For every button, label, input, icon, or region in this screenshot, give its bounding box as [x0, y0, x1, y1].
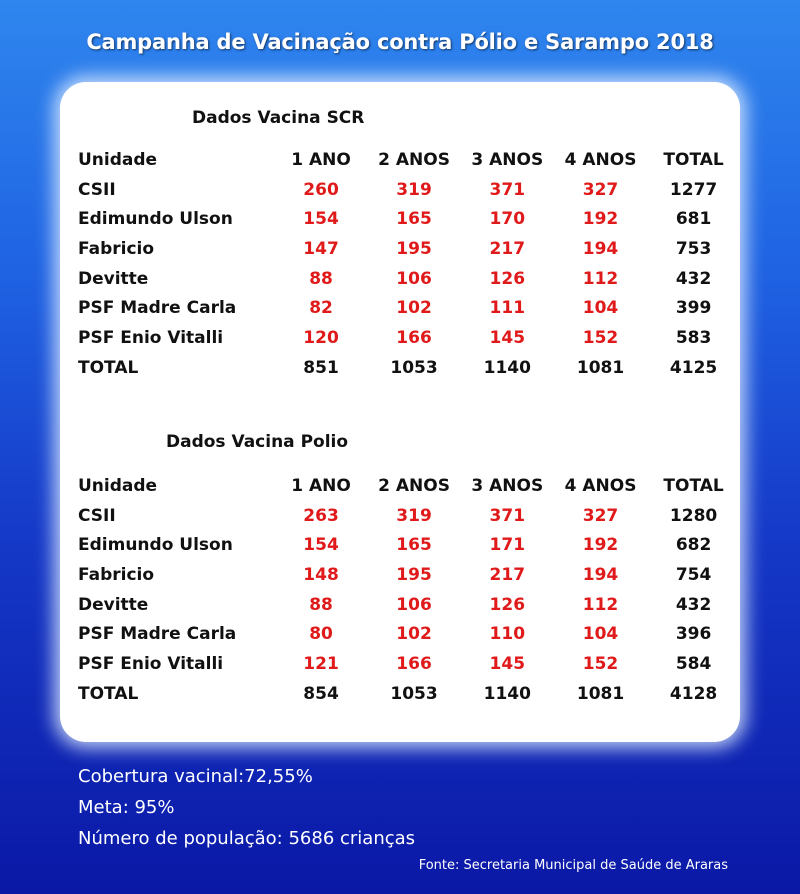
- value-cell: 371: [489, 179, 526, 200]
- value-cell: 110: [489, 624, 526, 645]
- total-cell: 432: [675, 268, 712, 289]
- value-cell: 854: [303, 683, 339, 704]
- value-cell: 1081: [576, 683, 625, 704]
- value-cell: 1140: [483, 357, 531, 378]
- value-cell: 260: [303, 179, 339, 200]
- table-row: [78, 501, 740, 531]
- unit-name-cell: Edimundo Ulson: [78, 209, 233, 230]
- coverage-text: Cobertura vacinal:72,55%: [78, 766, 313, 787]
- value-cell: 851: [303, 357, 339, 378]
- total-cell: 584: [675, 653, 712, 674]
- table-total-row: [78, 353, 740, 383]
- value-cell: 195: [396, 564, 432, 585]
- unit-name-cell: PSF Enio Vitalli: [78, 653, 224, 674]
- value-cell: 171: [489, 535, 526, 556]
- unit-name-cell: PSF Madre Carla: [78, 298, 237, 319]
- total-cell: 754: [675, 564, 712, 585]
- value-cell: 104: [582, 298, 619, 319]
- scr-table: [78, 145, 740, 383]
- polio-section-title: Dados Vacina Polio: [166, 432, 349, 452]
- value-cell: 152: [582, 327, 619, 348]
- value-cell: 104: [582, 624, 619, 645]
- table-row: [78, 293, 740, 323]
- value-cell: 88: [309, 594, 333, 615]
- column-header: TOTAL: [663, 475, 724, 496]
- value-cell: 165: [396, 535, 432, 556]
- unit-name-cell: TOTAL: [78, 357, 139, 378]
- value-cell: 165: [396, 209, 432, 230]
- column-header: 4 ANOS: [564, 149, 637, 170]
- value-cell: 82: [309, 298, 333, 319]
- value-cell: 1081: [576, 357, 625, 378]
- value-cell: 170: [489, 209, 526, 230]
- value-cell: 152: [582, 653, 619, 674]
- value-cell: 154: [303, 209, 339, 230]
- population-text: Número de população: 5686 crianças: [78, 828, 416, 849]
- total-cell: 4128: [669, 683, 718, 704]
- value-cell: 126: [489, 268, 526, 289]
- value-cell: 112: [582, 268, 619, 289]
- value-cell: 327: [582, 179, 619, 200]
- source-text: Fonte: Secretaria Municipal de Saúde de Araras: [418, 858, 728, 873]
- value-cell: 154: [303, 535, 339, 556]
- value-cell: 217: [489, 238, 526, 259]
- table-total-row: [78, 679, 740, 709]
- value-cell: 1140: [483, 683, 531, 704]
- value-cell: 319: [396, 505, 432, 526]
- value-cell: 1053: [390, 683, 438, 704]
- value-cell: 126: [489, 594, 526, 615]
- column-header: 4 ANOS: [564, 475, 637, 496]
- unit-name-cell: CSII: [78, 505, 116, 526]
- table-row: [78, 175, 740, 205]
- total-cell: 583: [675, 327, 712, 348]
- table-header-row: [78, 471, 740, 501]
- unit-name-cell: Fabricio: [78, 238, 155, 259]
- total-cell: 753: [675, 238, 712, 259]
- column-header: 1 ANO: [291, 149, 351, 170]
- table-row: [78, 560, 740, 590]
- value-cell: 121: [303, 653, 339, 674]
- table-row: [78, 204, 740, 234]
- value-cell: 106: [396, 594, 432, 615]
- value-cell: 147: [303, 238, 339, 259]
- column-header: 3 ANOS: [471, 475, 544, 496]
- scr-table-body: [78, 175, 740, 383]
- column-header: 3 ANOS: [471, 149, 544, 170]
- value-cell: 166: [396, 327, 432, 348]
- total-cell: 4125: [669, 357, 718, 378]
- total-cell: 432: [675, 594, 712, 615]
- value-cell: 111: [489, 298, 526, 319]
- unit-name-cell: Devitte: [78, 594, 149, 615]
- total-cell: 396: [675, 624, 712, 645]
- value-cell: 217: [489, 564, 526, 585]
- value-cell: 145: [489, 327, 526, 348]
- value-cell: 1053: [390, 357, 438, 378]
- value-cell: 194: [582, 238, 619, 259]
- total-cell: 681: [675, 209, 712, 230]
- value-cell: 327: [582, 505, 619, 526]
- value-cell: 80: [309, 624, 333, 645]
- unit-name-cell: CSII: [78, 179, 116, 200]
- value-cell: 145: [489, 653, 526, 674]
- value-cell: 192: [582, 209, 619, 230]
- value-cell: 112: [582, 594, 619, 615]
- polio-table: [78, 471, 740, 709]
- value-cell: 102: [396, 298, 432, 319]
- goal-text: Meta: 95%: [78, 797, 175, 818]
- scr-section-title: Dados Vacina SCR: [192, 108, 365, 128]
- value-cell: 195: [396, 238, 432, 259]
- unit-name-cell: Fabricio: [78, 564, 155, 585]
- column-header: 2 ANOS: [378, 149, 450, 170]
- unit-name-cell: PSF Madre Carla: [78, 624, 237, 645]
- polio-table-body: [78, 501, 740, 709]
- page-title: Campanha de Vacinação contra Pólio e Sarampo 2018: [86, 30, 714, 54]
- table-row: [78, 590, 740, 620]
- value-cell: 263: [303, 505, 339, 526]
- unit-name-cell: TOTAL: [78, 683, 139, 704]
- total-cell: 682: [675, 535, 712, 556]
- unit-name-cell: Edimundo Ulson: [78, 535, 233, 556]
- value-cell: 192: [582, 535, 619, 556]
- table-row: [78, 264, 740, 294]
- value-cell: 102: [396, 624, 432, 645]
- total-cell: 1277: [669, 179, 718, 200]
- value-cell: 88: [309, 268, 333, 289]
- total-cell: 399: [675, 298, 712, 319]
- column-header: 2 ANOS: [378, 475, 450, 496]
- data-card: [60, 82, 740, 742]
- column-header: TOTAL: [663, 149, 724, 170]
- table-header-row: [78, 145, 740, 175]
- value-cell: 194: [582, 564, 619, 585]
- table-row: [78, 619, 740, 649]
- value-cell: 148: [303, 564, 339, 585]
- unit-name-cell: PSF Enio Vitalli: [78, 327, 224, 348]
- column-header: Unidade: [78, 149, 158, 170]
- total-cell: 1280: [669, 505, 718, 526]
- table-row: [78, 323, 740, 353]
- value-cell: 106: [396, 268, 432, 289]
- value-cell: 120: [303, 327, 339, 348]
- value-cell: 371: [489, 505, 526, 526]
- column-header: Unidade: [78, 475, 158, 496]
- column-header: 1 ANO: [291, 475, 351, 496]
- table-row: [78, 530, 740, 560]
- table-row: [78, 234, 740, 264]
- value-cell: 166: [396, 653, 432, 674]
- unit-name-cell: Devitte: [78, 268, 149, 289]
- table-row: [78, 649, 740, 679]
- value-cell: 319: [396, 179, 432, 200]
